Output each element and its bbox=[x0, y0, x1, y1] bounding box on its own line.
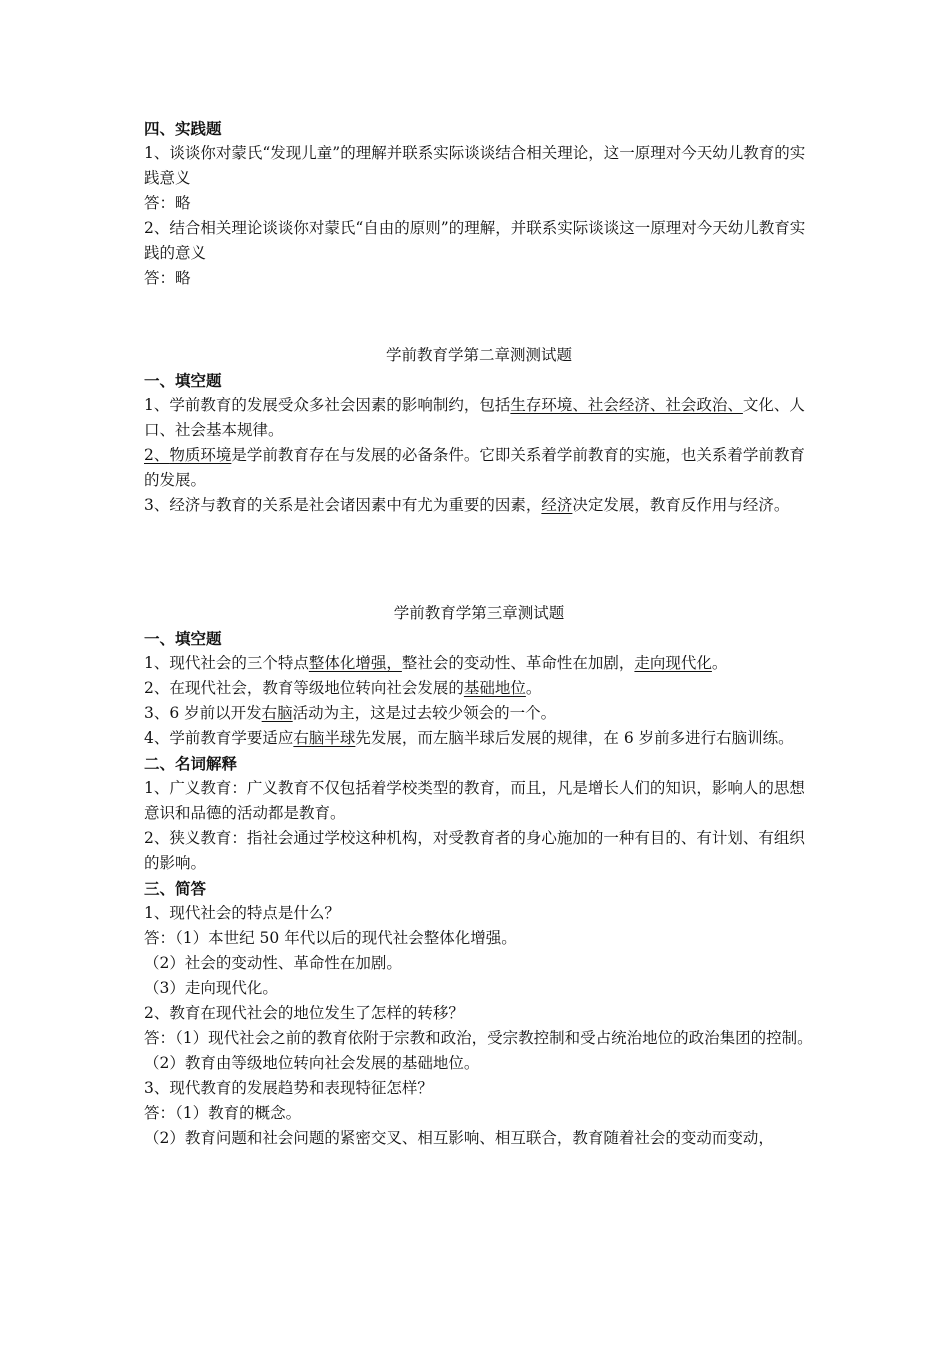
fill-item: 1、现代社会的三个特点整体化增强，整社会的变动性、革命性在加剧，走向现代化。 bbox=[144, 654, 728, 672]
answer: （3）走向现代化。 bbox=[144, 979, 278, 997]
answer: 答：（1）现代社会之前的教育依附于宗教和政治，受宗教控制和受占统治地位的政治集团的控制。 bbox=[144, 1029, 813, 1047]
answer: 答：略 bbox=[144, 194, 191, 212]
fill-item: 2、物质环境是学前教育存在与发展的必备条件。它即关系着学前教育的实施，也关系着学前教育的发展。 bbox=[144, 446, 805, 489]
answer-underline: 右脑半球 bbox=[293, 729, 356, 747]
answer: 答：略 bbox=[144, 269, 191, 287]
chapter-title: 学前教育学第二章测测试题 bbox=[385, 346, 572, 364]
answer: 答：（1）教育的概念。 bbox=[144, 1104, 302, 1122]
answer: （2）教育问题和社会问题的紧密交叉、相互影响、相互联合，教育随着社会的变动而变动， bbox=[144, 1129, 774, 1147]
answer: （2）社会的变动性、革命性在加剧。 bbox=[144, 954, 402, 972]
answer-underline: 物质环境 bbox=[169, 446, 232, 464]
fill-item: 3、经济与教育的关系是社会诸因素中有尤为重要的因素，经济决定发展，教育反作用与经济。 bbox=[144, 496, 790, 514]
document-body bbox=[144, 116, 814, 1151]
answer-underline: 右脑 bbox=[261, 704, 293, 722]
section-heading: 三、简答 bbox=[144, 879, 207, 898]
answer-underline: 走向现代化 bbox=[634, 654, 712, 672]
section-heading: 一、填空题 bbox=[144, 629, 222, 648]
answer-underline: 整体化增强， bbox=[308, 654, 402, 672]
answer-underline: 基础地位 bbox=[463, 679, 526, 697]
question: 2、教育在现代社会的地位发生了怎样的转移？ bbox=[144, 1004, 464, 1022]
definition: 2、狭义教育：指社会通过学校这种机构，对受教育者的身心施加的一种有目的、有计划、有组织的影响。 bbox=[144, 829, 805, 872]
section-heading: 一、填空题 bbox=[144, 371, 222, 390]
section-heading: 四、实践题 bbox=[144, 119, 222, 138]
definition: 1、广义教育：广义教育不仅包括着学校类型的教育，而且，凡是增长人们的知识，影响人的思想意识和品德的活动都是教育。 bbox=[144, 779, 805, 822]
answer: （2）教育由等级地位转向社会发展的基础地位。 bbox=[144, 1054, 480, 1072]
fill-item: 2、在现代社会，教育等级地位转向社会发展的基础地位。 bbox=[144, 679, 542, 697]
answer-underline: 经济 bbox=[541, 496, 573, 514]
question: 3、现代教育的发展趋势和表现特征怎样？ bbox=[144, 1079, 433, 1097]
fill-item: 1、学前教育的发展受众多社会因素的影响制约，包括生存环境、社会经济、社会政治、文化、人口、社会基本规律。 bbox=[144, 396, 805, 439]
question: 2、结合相关理论谈谈你对蒙氏“自由的原则”的理解，并联系实际谈谈这一原理对今天幼儿教育实践的意义 bbox=[144, 219, 806, 262]
answer-underline: 2、 bbox=[144, 446, 170, 464]
fill-item: 4、学前教育学要适应右脑半球先发展，而左脑半球后发展的规律，在 6 岁前多进行右脑训练。 bbox=[144, 729, 794, 747]
question: 1、谈谈你对蒙氏“发现儿童”的理解并联系实际谈谈结合相关理论，这一原理对今天幼儿教育的实践意义 bbox=[144, 144, 806, 187]
fill-item: 3、6 岁前以开发右脑活动为主，这是过去较少领会的一个。 bbox=[144, 704, 557, 722]
question: 1、现代社会的特点是什么？ bbox=[144, 904, 340, 922]
section-heading: 二、名词解释 bbox=[144, 754, 238, 773]
chapter-title: 学前教育学第三章测试题 bbox=[393, 604, 565, 622]
answer-underline: 生存环境、社会经济、社会政治、 bbox=[510, 396, 743, 414]
answer: 答：（1）本世纪 50 年代以后的现代社会整体化增强。 bbox=[144, 929, 517, 947]
